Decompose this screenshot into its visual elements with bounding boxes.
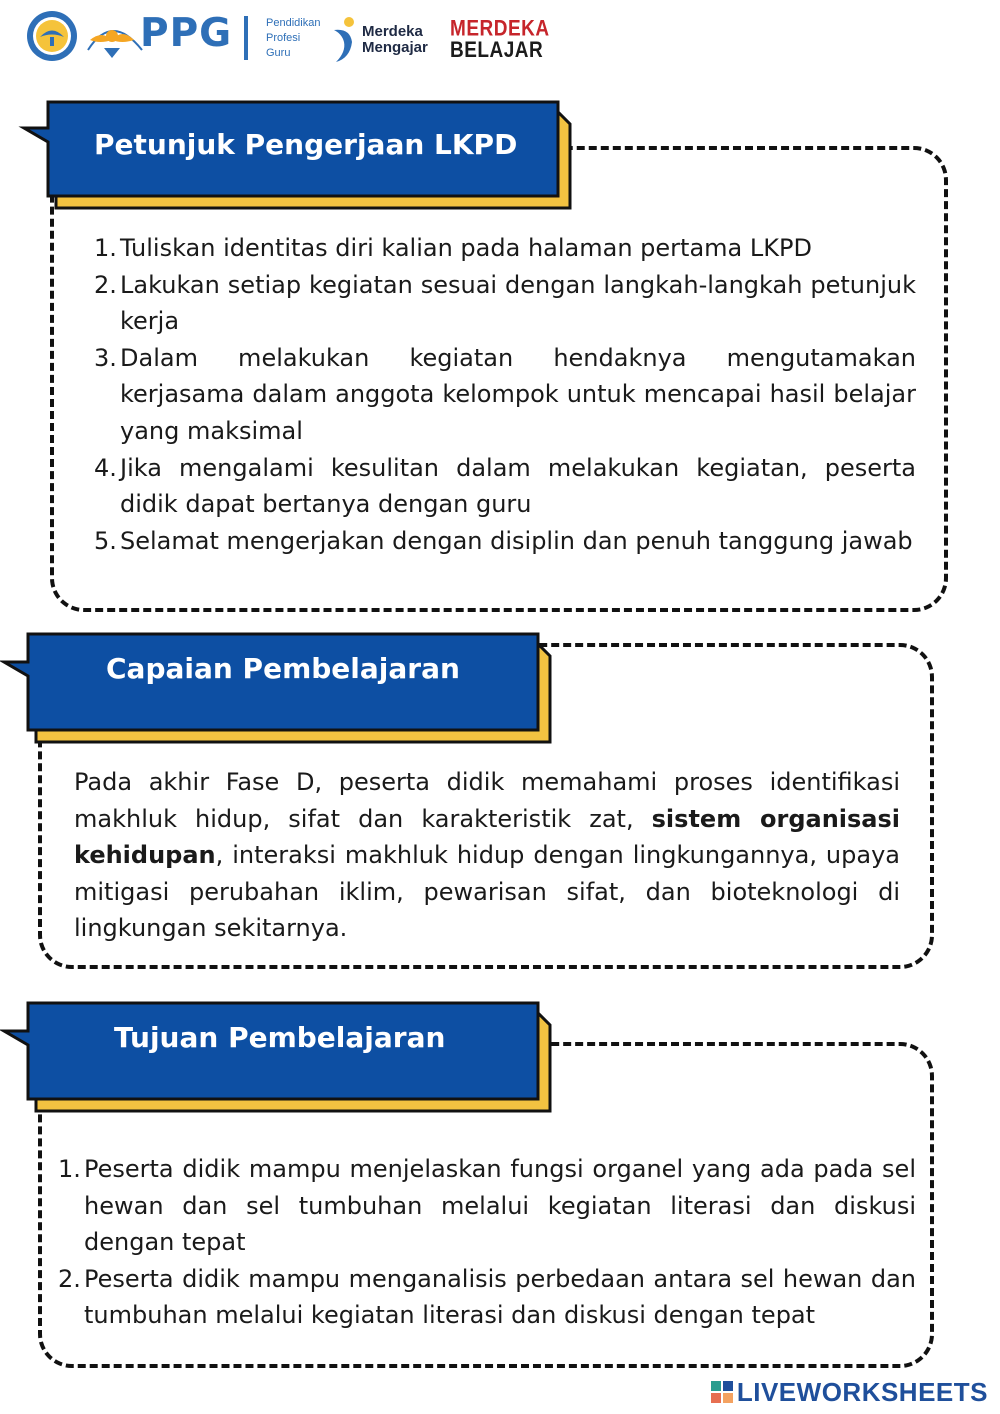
list-text: Dalam melakukan kegiatan hendaknya mengutamakan kerjasama dalam anggota kelompok untuk mencapai hasil belajar yang maksimal	[120, 343, 916, 445]
paragraph-bold-text: sistem organisasi kehidupan	[74, 804, 900, 870]
list-text: Selamat mengerjakan dengan disiplin dan penuh tanggung jawab	[120, 526, 913, 555]
capaian-paragraph	[74, 764, 900, 947]
list-item	[58, 1151, 916, 1261]
petunjuk-list	[94, 230, 916, 559]
list-item	[94, 523, 916, 560]
list-number: 4.	[94, 453, 117, 482]
banner-ribbon-shape	[2, 1001, 552, 1113]
ppg-subtitle: Pendidikan Profesi Guru	[266, 17, 321, 59]
list-number: 5.	[94, 526, 117, 555]
list-item	[94, 340, 916, 450]
list-text: Jika mengalami kesulitan dalam melakukan kegiatan, peserta didik dapat bertanya dengan guru	[120, 453, 916, 519]
list-item	[58, 1261, 916, 1334]
merdeka-mengajar-icon	[328, 16, 362, 64]
merdeka-mengajar-text: Merdeka Mengajar	[362, 23, 428, 56]
banner-ribbon-shape	[2, 632, 552, 744]
section-title: Petunjuk Pengerjaan LKPD	[94, 128, 518, 161]
tujuan-list	[58, 1151, 916, 1334]
ppg-logo-text: PPG	[140, 11, 233, 56]
section-title: Tujuan Pembelajaran	[114, 1021, 446, 1054]
merdeka-belajar-logo: MERDEKA BELAJAR	[450, 16, 550, 63]
list-number: 1.	[58, 1155, 81, 1183]
list-text: Peserta didik mampu menganalisis perbedaan antara sel hewan dan tumbuhan melalui kegiatan literasi dan diskusi dengan tepat	[84, 1264, 916, 1330]
tut-wuri-handayani-logo	[26, 10, 78, 62]
paragraph-text: Pada akhir Fase D, peserta didik memahami proses identifikasi makhluk hidup, sifat dan karakteristik zat,	[74, 768, 900, 833]
list-item	[94, 230, 916, 267]
section-capaian-banner	[2, 632, 552, 744]
liveworksheets-watermark	[710, 1377, 988, 1408]
list-text: Lakukan setiap kegiatan sesuai dengan langkah-langkah petunjuk kerja	[120, 270, 916, 336]
list-number: 2.	[58, 1264, 81, 1293]
list-text: Tuliskan identitas diri kalian pada halaman pertama LKPD	[120, 234, 812, 262]
list-number: 2.	[94, 270, 117, 299]
paragraph-text: , interaksi makhluk hidup dengan lingkungannya, upaya mitigasi perubahan iklim, pewarisan sifat, dan bioteknologi di lingkungan sekitarnya.	[74, 841, 900, 943]
list-number: 3.	[94, 343, 117, 372]
list-text: Peserta didik mampu menjelaskan fungsi organel yang ada pada sel hewan dan sel tumbuhan melalui kegiatan literasi dan diskusi dengan tepat	[84, 1155, 916, 1257]
section-tujuan-banner	[2, 1001, 552, 1113]
brand-text: LIVEWORKSHEETS	[736, 1377, 988, 1407]
logo-divider	[244, 16, 248, 60]
section-petunjuk-banner	[22, 100, 572, 212]
list-item	[94, 267, 916, 340]
liveworksheets-icon	[710, 1380, 734, 1404]
header-logos	[26, 8, 550, 66]
list-item	[94, 450, 916, 523]
list-number: 1.	[94, 234, 117, 262]
section-title: Capaian Pembelajaran	[106, 652, 460, 685]
